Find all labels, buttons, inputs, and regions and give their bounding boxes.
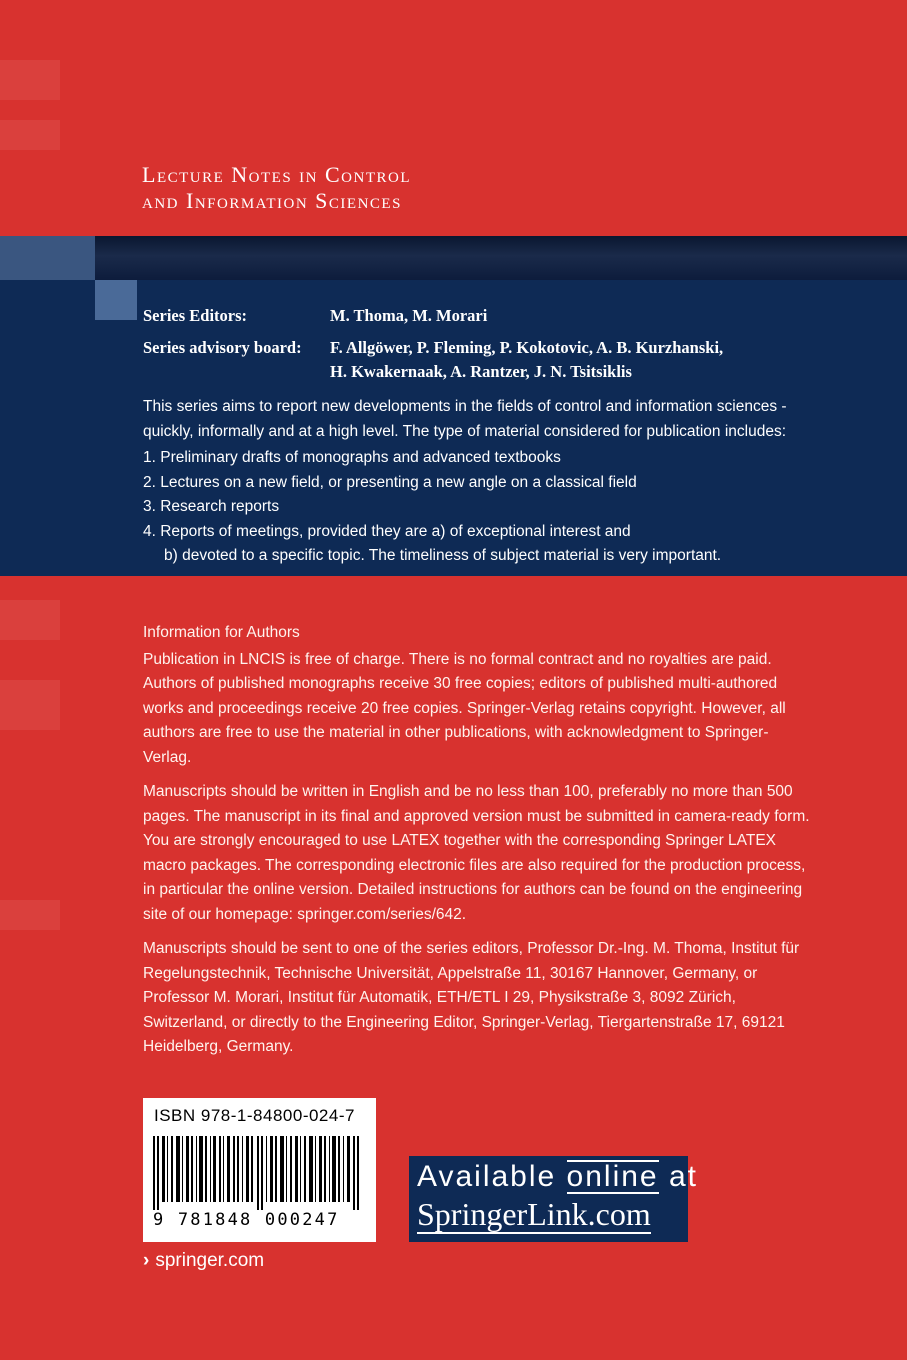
advisory-board-line-1: F. Allgöwer, P. Fleming, P. Kokotovic, A. B. Kurzhanski, (330, 338, 724, 357)
series-editors-label: Series Editors: (143, 306, 248, 325)
barcode-digits: 9 781848 000247 (153, 1210, 340, 1230)
panel-accent-square (95, 280, 137, 320)
isbn-label: ISBN 978-1-84800-024-7 (154, 1106, 355, 1125)
decorative-stripe (0, 900, 60, 930)
series-title (142, 162, 411, 214)
available-online-text (417, 1160, 698, 1194)
springer-url: springer.com (155, 1250, 265, 1271)
info-paragraph-2: Manuscripts should be written in English and be no less than 100, preferably no more than 500 pages. The manuscript in its final and approved version must be submitted in camera-ready form. You are strongly encouraged to use LATEX together with the corresponding Springer LATEX macro packages. The corresponding electronic files are also required for the production process, in particular the online version. Detailed instructions for authors can be found on the engineering site of our homepage: springer.com/series/642. (143, 783, 810, 923)
chevron-right-icon: › (143, 1250, 150, 1271)
series-description: This series aims to report new developments in the fields of control and information sciences - quickly, informally and at a high level. The type of material considered for publication includes: (143, 398, 787, 440)
material-list (143, 446, 721, 569)
decorative-stripe (0, 120, 60, 150)
online-word: online (566, 1160, 659, 1193)
material-list-item: 2. Lectures on a new field, or presenting a new angle on a classical field (143, 473, 637, 491)
series-title-line-1: Lecture Notes in Control (142, 162, 411, 187)
dark-band (95, 236, 907, 280)
springer-link[interactable] (143, 1250, 264, 1272)
info-paragraph-3: Manuscripts should be sent to one of the series editors, Professor Dr.-Ing. M. Thoma, Institut für Regelungstechnik, Technische Universität, Appelstraße 11, 30167 Hannover, Germany, or Professor M. Morari, Institut für Automatik, ETH/ETL I 29, Physikstraße 3, 8092 Zürich, Switzerland, or directly to the Engineering Editor, Springer-Verlag, Tiergartenstraße 17, 69121 Heidelberg, Germany. (143, 940, 800, 1055)
advisory-board-label: Series advisory board: (143, 338, 302, 357)
material-list-item: 4. Reports of meetings, provided they are a) of exceptional interest and (143, 522, 631, 540)
springerlink-badge[interactable] (409, 1156, 698, 1242)
band-accent (0, 236, 95, 280)
series-title-line-2: and Information Sciences (142, 188, 402, 213)
decorative-stripe (0, 60, 60, 100)
barcode-icon (153, 1136, 367, 1210)
decorative-stripe (0, 680, 60, 730)
springerlink-text: SpringerLink.com (417, 1196, 651, 1232)
material-list-item: b) devoted to a specific topic. The timeliness of subject material is very important. (164, 547, 722, 564)
info-paragraph-1: Publication in LNCIS is free of charge. There is no formal contract and no royalties are paid. Authors of published monographs receive 30 free copies; editors of published multi-authored works and proceedings receive 20 free copies. Springer-Verlag retains copyright. However, all authors are free to use the material in other publications, with acknowledgment to Springer-Verlag. (143, 650, 786, 766)
decorative-stripe (0, 600, 60, 640)
material-list-item: 1. Preliminary drafts of monographs and advanced textbooks (143, 449, 561, 466)
information-for-authors (143, 621, 813, 1060)
available-word: Available (417, 1160, 567, 1193)
isbn-barcode-box (143, 1098, 376, 1242)
info-heading: Information for Authors (143, 624, 300, 641)
at-word: at (658, 1160, 698, 1193)
material-list-item: 3. Research reports (143, 498, 280, 515)
advisory-board-line-2: H. Kwakernaak, A. Rantzer, J. N. Tsitsiklis (330, 362, 632, 381)
series-editors-names: M. Thoma, M. Morari (330, 306, 488, 325)
